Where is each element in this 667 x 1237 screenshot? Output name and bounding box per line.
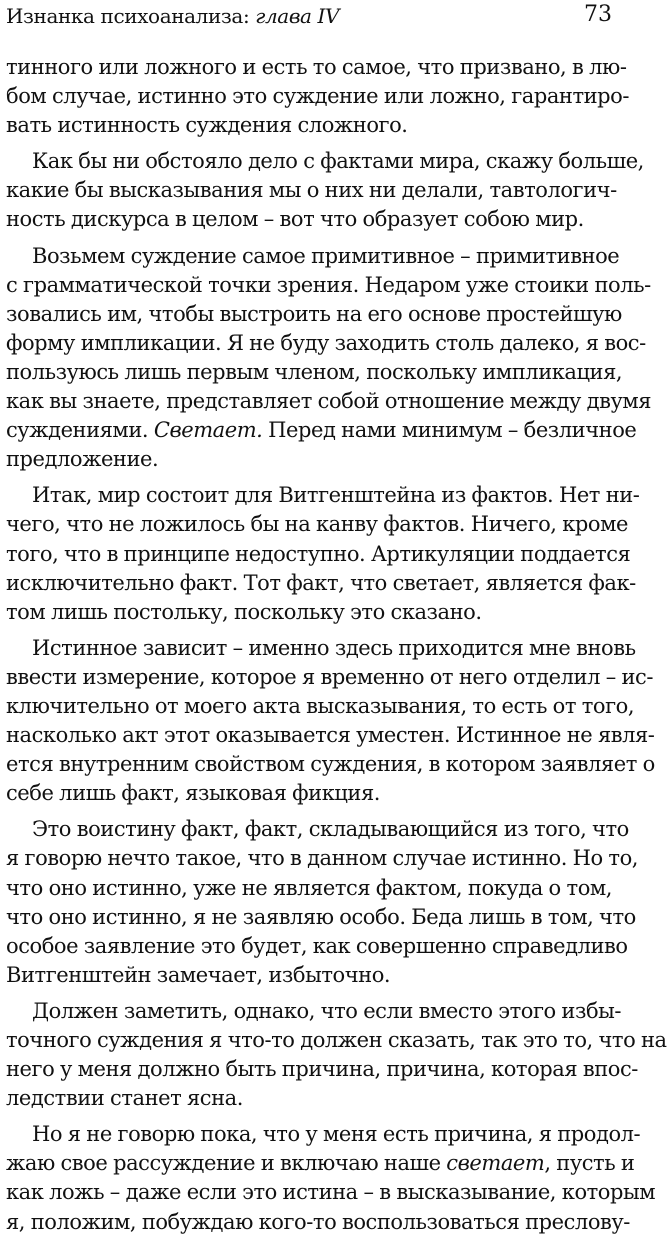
paragraph-gap [6,1113,612,1120]
running-head [6,2,614,32]
paragraph-gap [6,474,612,481]
text-line: Истинное зависит – именно здесь приходится мне вновь [32,635,636,660]
paragraph [6,634,655,809]
text-line: как вы знаете, представляет собой отношение между двумя [6,389,652,414]
text-line: Это воистину факт, факт, складывающийся из того, что [32,817,629,842]
text-line: ключительно от моего акта высказывания, то есть от того, [6,693,635,718]
text-line: какие бы высказывания мы о них ни делали, тавтологич- [6,178,617,203]
text-line: пользуюсь лишь первым членом, поскольку импликация, [6,359,623,384]
text-line: зовались им, чтобы выстроить на его основе простейшую [6,301,622,326]
text-line: вать истинность суждения сложного. [6,113,408,138]
text-line: того, что в принципе недоступно. Артикуляции поддается [6,541,631,566]
text-line: ется внутренним свойством суждения, в котором заявляет о [6,752,655,777]
text-line: с грамматической точки зрения. Недаром уже стоики поль- [6,272,651,297]
text-line: тинного или ложного и есть то самое, что призвано, в лю- [6,55,627,79]
text-line: Возьмем суждение самое примитивное – примитивное [32,243,620,268]
paragraph [6,242,652,475]
text-line [6,416,637,445]
running-title-main: Изнанка психоанализа: [6,4,256,28]
emphasized-word: Светает. [153,418,263,443]
page-number: 73 [584,2,612,27]
emphasized-word: светает [446,1151,545,1176]
text-line: Как бы ни обстояло дело с фактами мира, скажу больше, [32,149,644,174]
text-line: я говорю нечто такое, что в данном случае истинно. Но то, [6,846,639,871]
text-line: форму импликации. Я не буду заходить столь далеко, я вос- [6,330,646,355]
text-line: точного суждения я что-то должен сказать, так это то, что на [6,1028,667,1052]
running-title-chapter: глава IV [255,4,340,28]
text-line: бом случае, истинно это суждение или ложно, гарантиро- [6,84,629,109]
text-line: особое заявление это будет, как совершенно справедливо [6,933,628,958]
paragraph [6,53,629,140]
text-body [6,53,667,1237]
paragraph-gap [6,990,612,997]
text-line: как ложь – даже если это истина – в высказывание, которым [6,1180,656,1205]
paragraph [6,147,644,234]
text-line: что оно истинно, я не заявляю особо. Беда лишь в том, что [6,904,636,929]
text-line: него у меня должно быть причина, причина, которая впос- [6,1057,638,1082]
text-run: суждениями. [6,418,154,443]
paragraph-gap [6,140,612,147]
text-line: насколько акт этот оказывается уместен. Истинное не явля- [6,723,655,748]
paragraph-gap [6,627,612,634]
text-line: предложение. [6,447,159,472]
text-line: себе лишь факт, языковая фикция. [6,781,380,806]
text-line: том лишь постольку, поскольку это сказано. [6,599,482,624]
paragraph [6,481,640,626]
paragraph-gap [6,808,612,815]
text-line: исключительно факт. Тот факт, что светает, является фак- [6,570,636,595]
text-line: что оно истинно, уже не является фактом, покуда о том, [6,875,612,900]
running-title [6,4,339,28]
text-line: Но я не говорю пока, что у меня есть причина, я продол- [32,1122,641,1147]
text-line: ввести измерение, которое я временно от него отделил – ис- [6,664,653,689]
paragraph [6,1120,656,1236]
text-line [6,1149,635,1178]
text-line: я, положим, побуждаю кого-то воспользоваться преслову- [6,1209,630,1234]
text-run: Перед нами минимум – безличное [262,418,637,443]
text-run: , пусть и [544,1151,635,1176]
text-line: Должен заметить, однако, что если вместо этого избы- [32,998,622,1023]
text-run: жаю свое рассуждение и включаю наше [6,1151,447,1176]
text-line: чего, что не ложилось бы на канву фактов. Ничего, кроме [6,512,628,537]
paragraph-gap [6,235,612,242]
paragraph [6,997,667,1113]
text-line: ность дискурса в целом – вот что образует собою мир. [6,207,584,232]
text-line: ледствии станет ясна. [6,1086,243,1111]
paragraph [6,815,639,990]
text-line: Витгенштейн замечает, избыточно. [6,962,391,987]
text-line: Итак, мир состоит для Витгенштейна из фактов. Нет ни- [32,483,640,508]
